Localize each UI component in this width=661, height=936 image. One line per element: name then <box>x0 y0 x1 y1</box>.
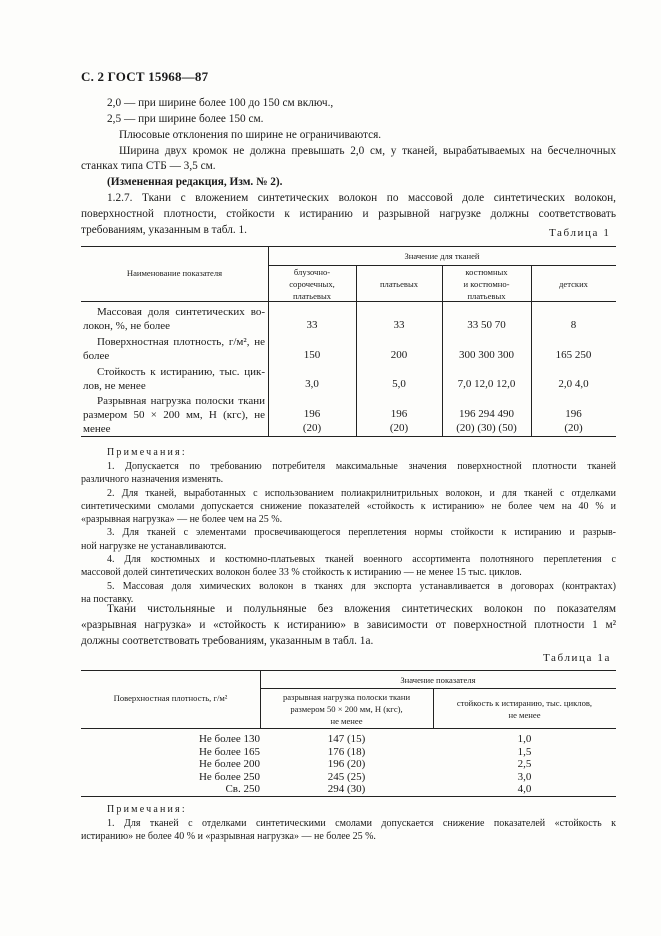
table-row: Не более 165 176 (18) 1,5 <box>198 745 532 758</box>
table1a-bottom-rule <box>81 796 616 797</box>
table1-cell: 33 <box>306 319 318 331</box>
table1-cell: 2,0 4,0 <box>558 378 589 390</box>
table1-cell: 300 300 300 <box>459 349 514 361</box>
table1-subheader: блузочно- сорочечных, платьевых <box>289 267 335 301</box>
text-line: должны соответствовать требованиям, указанным в табл. 1а. <box>81 635 374 647</box>
table1-cell: 196 294 490 (20) (30) (50) <box>456 408 517 434</box>
note-line: 2. Для тканей, выработанных с использованием полиакрилнитрильных волокон, и для тканей с отделками <box>107 487 616 499</box>
note-line: 4. Для костюмных и костюмно-платьевых тканей военного ассортимента полотняного переплетения с <box>107 554 616 566</box>
table1a-subheader: разрывная нагрузка полоски ткани размером 50 × 200 мм, Н (кгс), не менее <box>282 692 411 726</box>
note-line: ной нагрузке не устанавливаются. <box>81 540 227 552</box>
table1-group-header: Значение для тканей <box>404 251 480 261</box>
table1-cell: 5,0 <box>392 378 406 390</box>
table1-cell: 33 <box>393 319 405 331</box>
note-line: синтетическими смолами допускается снижение показателей «стойкость к истиранию» не более чем на 40 % и <box>81 500 616 512</box>
table-row: Поверхностная плотность, г/м², не более <box>83 336 265 362</box>
notes2-title: Примечания: <box>107 804 187 815</box>
table1-cell: 8 <box>570 319 577 331</box>
table1a-head-rule <box>81 728 616 729</box>
table1a-group-header: Значение показателя <box>400 675 476 685</box>
note-line: различного назначения изменять. <box>81 474 224 486</box>
table1a-subheader: стойкость к истиранию, тыс. циклов, не менее <box>456 698 593 720</box>
notes1-title: Примечания: <box>107 447 187 458</box>
text-line: Ткани чистольняные и полульняные без вложения синтетических волокон по показателям <box>107 603 616 615</box>
table1-cell: 3,0 <box>305 378 319 390</box>
page-header: С. 2 ГОСТ 15968—87 <box>81 69 209 84</box>
text-line: 1.2.7. Ткани с вложением синтетических волокон по массовой доле синтетических волокон, <box>107 192 616 204</box>
table1a-top-rule <box>81 670 616 671</box>
table1-top-rule <box>81 246 616 247</box>
note-line: 1. Допускается по требованию потребителя максимальные значения поверхностной плотности тканей <box>107 461 616 472</box>
note-line: истиранию» не более 40 % и «разрывная нагрузка» — не более 25 %. <box>81 831 376 843</box>
table1-caption: Таблица 1 <box>549 227 611 239</box>
text-line: Плюсовые отклонения по ширине не ограничиваются. <box>119 129 382 141</box>
text-line: «разрывная нагрузка» и «стойкость к истиранию» в зависимости от поверхностной плотности 1 м² <box>81 619 616 631</box>
note-line: массовой долей синтетических волокон более 33 % стойкость к истиранию — не менее 15 тыс. циклов. <box>81 567 522 579</box>
table1a-group-rule <box>260 688 616 689</box>
table-row: Не более 130 147 (15) 1,0 <box>198 733 532 745</box>
text-line: поверхностной плотности, стойкости к истиранию и разрывной нагрузке должны соответствовать <box>81 208 616 220</box>
note-line: 3. Для тканей с элементами просвечивающегося переплетения нормы стойкости к истиранию и разрыв- <box>107 527 616 539</box>
table-row: Св. 250 294 (30) 4,0 <box>225 783 532 795</box>
table1-cell: 200 <box>390 349 408 361</box>
table1a-col-header: Поверхностная плотность, г/м² <box>113 693 228 703</box>
revision-note: (Измененная редакция, Изм. № 2). <box>107 176 283 188</box>
table1-subheader: платьевых <box>379 279 419 289</box>
table1-cell: 33 50 70 <box>467 319 506 331</box>
note-line: 1. Для тканей с отделками синтетическими смолами допускается снижение показателей «стойкость к <box>107 818 616 829</box>
table-row: Не более 250 245 (25) 3,0 <box>198 770 532 783</box>
text-line: Ширина двух кромок не должна превышать 2,0 см, у тканей, вырабатываемых на бесчелночных <box>119 145 616 157</box>
text-line: 2,0 — при ширине более 100 до 150 см включ., <box>107 97 334 109</box>
note-line: «разрывная нагрузка» — не более чем на 25 %. <box>81 514 283 526</box>
table1-bottom-rule <box>81 436 616 437</box>
table1-cell: 196 (20) <box>564 408 583 434</box>
text-line: 2,5 — при ширине более 150 см. <box>107 113 264 125</box>
table1-subheader: костюмных и костюмно- платьевых <box>463 267 510 301</box>
table-row: Разрывная нагрузка полоски ткани размером 50 × 200 мм, Н (кгс), не менее <box>83 395 265 435</box>
table1-cell: 7,0 12,0 12,0 <box>457 378 516 390</box>
table1-subheader: детских <box>559 279 588 289</box>
text-line: станках типа СТБ — 3,5 см. <box>81 160 216 172</box>
table-row: Стойкость к истиранию, тыс. цик- лов, не менее <box>83 366 265 392</box>
text-line: требованиям, указанным в табл. 1. <box>81 224 248 236</box>
notes1-body <box>81 460 616 606</box>
table1-cell: 165 250 <box>555 349 592 361</box>
table1-cell: 150 <box>303 349 321 361</box>
table1a-caption: Таблица 1а <box>543 652 611 664</box>
table-row: Массовая доля синтетических во- локон, %, не более <box>83 306 265 332</box>
notes2-body <box>81 817 616 844</box>
note-line: 5. Массовая доля химических волокон в тканях для экспорта устанавливается в договорах (контрактах) <box>107 580 616 592</box>
table1-col-header: Наименование показателя <box>126 268 223 278</box>
table-row: Не более 200 196 (20) 2,5 <box>198 758 532 770</box>
table1a-body <box>81 732 616 795</box>
note-line: на поставку. <box>81 593 134 605</box>
table1-cell: 196 (20) <box>389 408 409 434</box>
table1-cell: 196 (20) <box>302 408 322 434</box>
